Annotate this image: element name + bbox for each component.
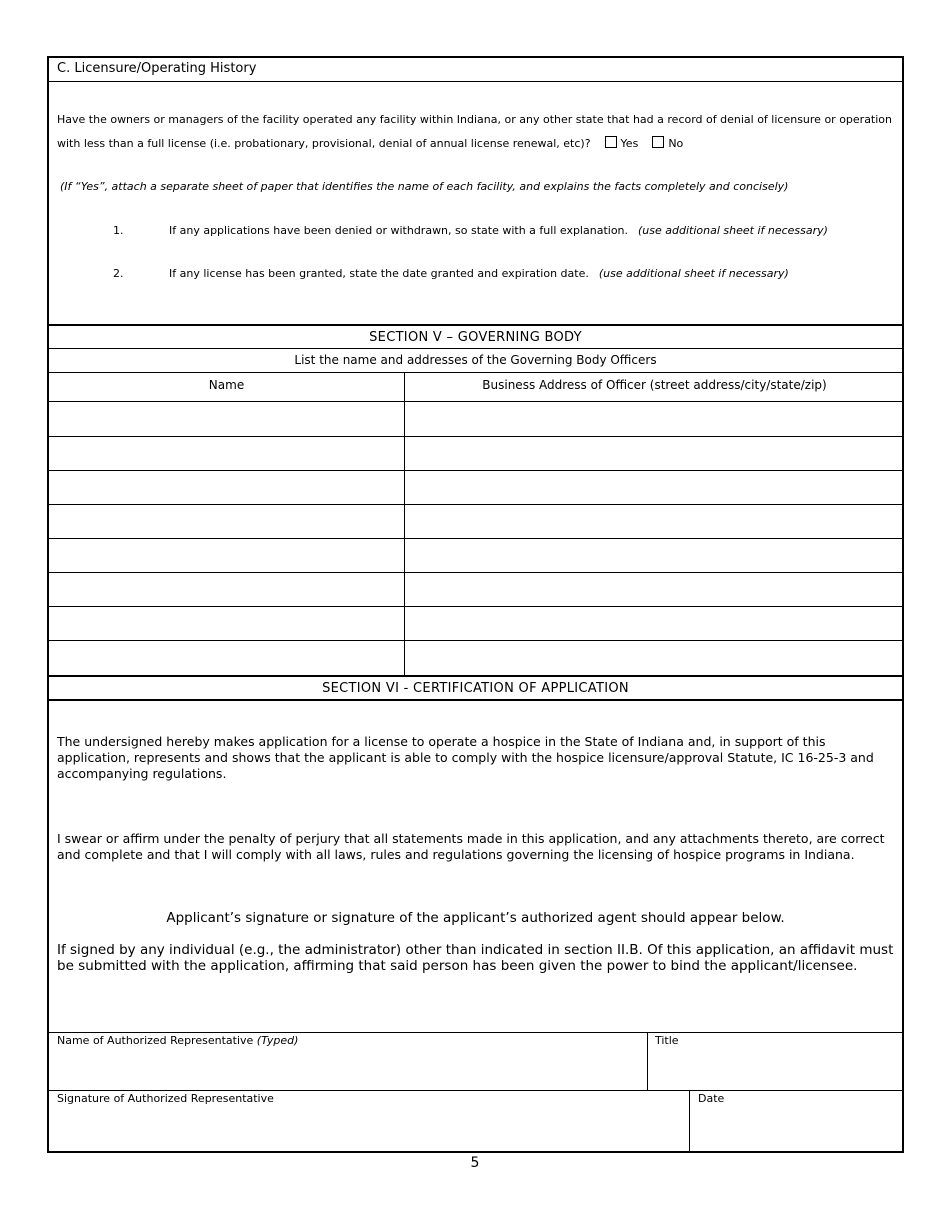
- licensure-question: [57, 108, 897, 156]
- name-label-text: Name of Authorized Representative: [57, 1034, 257, 1047]
- section-v-title: SECTION V – GOVERNING BODY: [369, 330, 582, 345]
- officer-address-cell[interactable]: [405, 539, 902, 572]
- column-header-name: Name: [208, 378, 245, 392]
- section-vi-title: SECTION VI - CERTIFICATION OF APPLICATION: [322, 681, 629, 696]
- affidavit-note: If signed by any individual (e.g., the administrator) other than indicated in section II.B. Of this application, an affidavit must be submitted with the application, affirming that said person has been given the power to bind the applicant/licensee.: [57, 942, 894, 974]
- title-label: Title: [655, 1034, 679, 1047]
- signature-field[interactable]: [49, 1091, 689, 1151]
- officer-name-cell[interactable]: [49, 402, 404, 436]
- no-checkbox[interactable]: [652, 136, 664, 148]
- yes-label: Yes: [620, 137, 639, 150]
- officer-name-cell[interactable]: [49, 471, 404, 504]
- item-text: [169, 224, 828, 237]
- title-field[interactable]: [648, 1033, 902, 1090]
- divider: [49, 348, 902, 349]
- officer-name-cell[interactable]: [49, 607, 404, 640]
- officer-address-cell[interactable]: [405, 607, 902, 640]
- item-number: 2.: [113, 267, 124, 280]
- page-number: 5: [470, 1155, 480, 1171]
- representative-name-field[interactable]: [49, 1033, 647, 1090]
- item-text: [169, 267, 789, 280]
- item-text-main: If any license has been granted, state the date granted and expiration date.: [169, 267, 589, 280]
- officer-address-cell[interactable]: [405, 402, 902, 436]
- divider: [49, 675, 902, 677]
- officer-address-cell[interactable]: [405, 505, 902, 538]
- officer-address-cell[interactable]: [405, 641, 902, 675]
- signature-instruction: Applicant’s signature or signature of the applicant’s authorized agent should appear below.: [166, 910, 785, 926]
- section-c-title: C. Licensure/Operating History: [57, 61, 257, 76]
- date-label: Date: [698, 1092, 725, 1105]
- list-item: [113, 224, 893, 240]
- officer-address-cell[interactable]: [405, 437, 902, 470]
- item-hint: (use additional sheet if necessary): [598, 267, 789, 280]
- section-v-subtitle: List the name and addresses of the Governing Body Officers: [294, 353, 657, 367]
- certification-paragraph: The undersigned hereby makes application for a license to operate a hospice in the State of Indiana and, in support of this application, represents and shows that the applicant is able to comply with the hospice licensure/approval Statute, IC 16-25-3 and accompanying regulations.: [57, 734, 874, 781]
- no-label: No: [668, 137, 684, 150]
- question-text: Have the owners or managers of the facility operated any facility within Indiana, or any other state that had a record of denial of licensure or operation with less than a full license (i.e. probationary, provisional, denial of annual license renewal, etc)?: [57, 113, 893, 150]
- yes-checkbox[interactable]: [605, 136, 617, 148]
- divider: [49, 81, 902, 82]
- list-item: [113, 267, 893, 283]
- officer-name-cell[interactable]: [49, 539, 404, 572]
- date-field[interactable]: [690, 1091, 902, 1151]
- name-label-typed: (Typed): [256, 1034, 299, 1047]
- perjury-paragraph: I swear or affirm under the penalty of perjury that all statements made in this application, and any attachments thereto, are correct and complete and that I will comply with all laws, rules and regulations governing the licensing of hospice programs in Indiana.: [57, 831, 885, 862]
- officer-name-cell[interactable]: [49, 641, 404, 675]
- officer-name-cell[interactable]: [49, 573, 404, 606]
- yes-instruction-note: (If “Yes”, attach a separate sheet of paper that identifies the name of each facility, and explains the facts completely and concisely): [60, 180, 789, 193]
- officer-name-cell[interactable]: [49, 505, 404, 538]
- officer-name-cell[interactable]: [49, 437, 404, 470]
- divider: [49, 699, 902, 701]
- item-text-main: If any applications have been denied or withdrawn, so state with a full explanation.: [169, 224, 629, 237]
- divider: [49, 324, 902, 326]
- signature-label: Signature of Authorized Representative: [57, 1092, 274, 1105]
- item-number: 1.: [113, 224, 124, 237]
- form-frame: [47, 56, 904, 1153]
- divider: [49, 372, 902, 373]
- item-hint: (use additional sheet if necessary): [638, 224, 828, 237]
- officer-address-cell[interactable]: [405, 573, 902, 606]
- column-header-address: Business Address of Officer (street address/city/state/zip): [482, 378, 827, 392]
- officer-address-cell[interactable]: [405, 471, 902, 504]
